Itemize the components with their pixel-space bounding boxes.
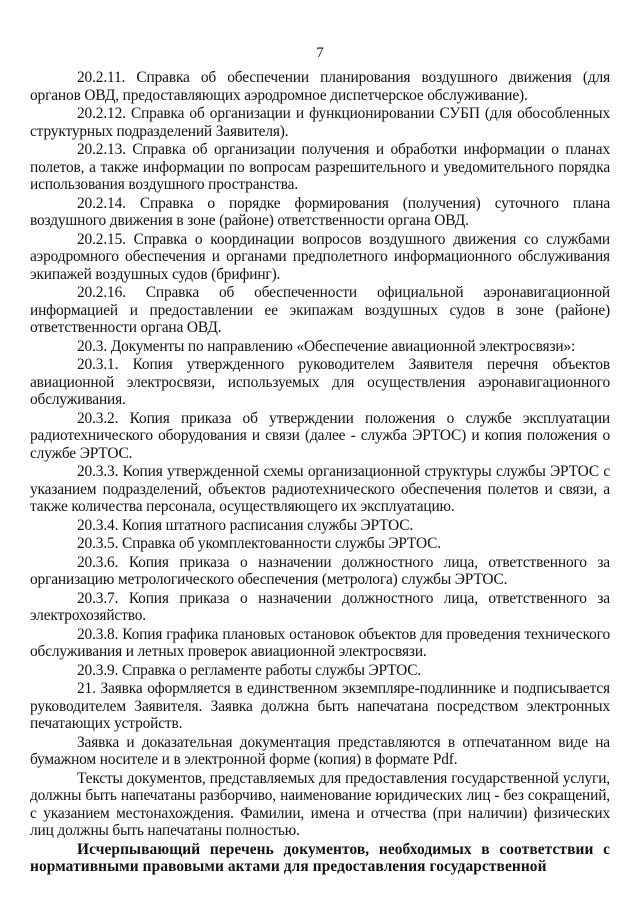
paragraph-20-3-7: 20.3.7. Копия приказа о назначении должностного лица, ответственного за электрохозяйство. <box>30 589 610 625</box>
paragraph-20-2-14: 20.2.14. Справка о порядке формирования (получения) суточного плана воздушного движения в зоне (районе) ответственности органа ОВД. <box>30 194 610 230</box>
paragraph-20-3-1: 20.3.1. Копия утвержденного руководителем Заявителя перечня объектов авиационной электросвязи, используемых для осуществления аэронавигационного обслуживания. <box>30 356 610 409</box>
paragraph-20-2-12: 20.2.12. Справка об организации и функционировании СУБП (для обособленных структурных подразделений Заявителя). <box>30 104 610 140</box>
paragraph-20-3-8: 20.3.8. Копия графика плановых остановок объектов для проведения технического обслуживания и летных проверок авиационной электросвязи. <box>30 625 610 661</box>
paragraph-exhaustive-list-heading: Исчерпывающий перечень документов, необходимых в соответствии с нормативными правовыми актами для предоставления государственной <box>30 840 610 876</box>
paragraph-20-3-5: 20.3.5. Справка об укомплектованности службы ЭРТОС. <box>77 535 441 553</box>
paragraph-20-2-15: 20.2.15. Справка о координации вопросов воздушного движения со службами аэродромного обеспечения и органами предполетного информационного обслуживания экипажей воздушных судов (брифинг). <box>30 230 610 283</box>
paragraph-20-2-11: 20.2.11. Справка об обеспечении планирования воздушного движения (для органов ОВД, предоставляющих аэродромное диспетчерское обслуживание). <box>30 69 610 104</box>
paragraph-20-2-16: 20.2.16. Справка об обеспеченности официальной аэронавигационной информацией и предоставлении ее экипажам воздушных судов в зоне (районе) ответственности органа ОВД. <box>30 284 610 337</box>
paragraph-text-requirements: Тексты документов, представляемых для предоставления государственной услуги, должны быть напечатаны разборчиво, наименование юридических лиц - без сокращений, с указанием местонахождения. Фамилии, имена и отчества (при наличии) физических лиц должны быть напечатаны полностью. <box>30 769 610 840</box>
paragraph-21: 21. Заявка оформляется в единственном экземпляре-подлиннике и подписывается руководителем Заявителя. Заявка должна быть напечатана посредством электронных печатающих устройств. <box>30 679 610 733</box>
paragraph-20-3: 20.3. Документы по направлению «Обеспечение авиационной электросвязи»: <box>77 337 576 355</box>
paragraph-20-3-4: 20.3.4. Копия штатного расписания службы ЭРТОС. <box>77 516 414 534</box>
paragraph-submission-format: Заявка и доказательная документация представляются в отпечатанном виде на бумажном носителе и в электронной форме (копия) в формате Pdf. <box>30 733 610 769</box>
paragraph-20-3-3: 20.3.3. Копия утвержденной схемы организационной структуры службы ЭРТОС с указанием подразделений, объектов радиотехнического обеспечения полетов и связи, а также количества персонала, осуществляющего их эксплуатацию. <box>30 463 610 516</box>
paragraph-20-3-9: 20.3.9. Справка о регламенте работы службы ЭРТОС. <box>77 661 422 679</box>
paragraph-20-3-2: 20.3.2. Копия приказа об утверждении положения о службе эксплуатации радиотехнического оборудования и связи (далее - служба ЭРТОС) и копия положения о службе ЭРТОС. <box>30 409 610 462</box>
page-number: 7 <box>316 45 324 61</box>
paragraph-20-2-13: 20.2.13. Справка об организации получения и обработки информации о планах полетов, а также информации по вопросам разрешительного и уведомительного порядка использования воздушного пространства. <box>30 140 610 194</box>
paragraph-20-3-6: 20.3.6. Копия приказа о назначении должностного лица, ответственного за организацию метрологического обеспечения (метролога) службы ЭРТОС. <box>30 553 610 589</box>
